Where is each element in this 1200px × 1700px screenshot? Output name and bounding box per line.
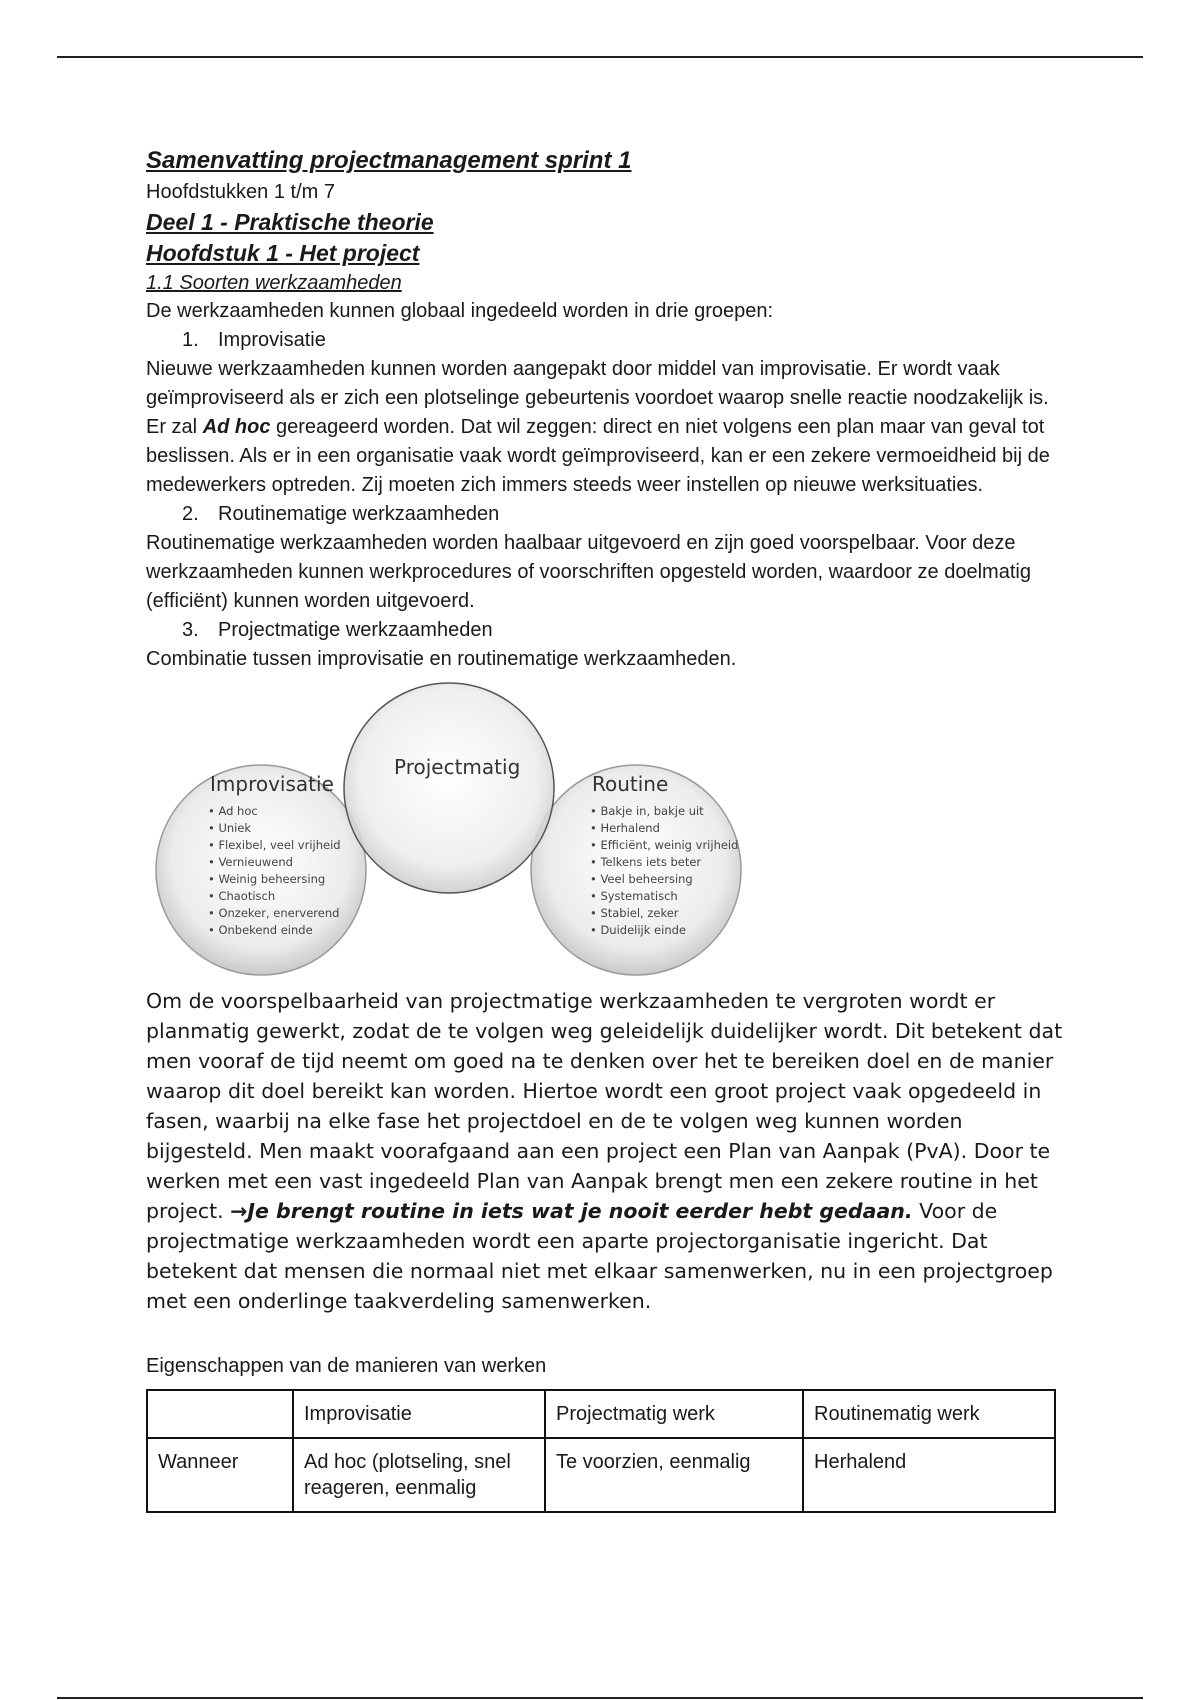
routine-bullet: • Stabiel, zeker <box>590 906 679 920</box>
improvisatie-bullet: • Onbekend einde <box>208 923 313 937</box>
routine-bullet: • Herhalend <box>590 821 660 835</box>
routine-circle <box>531 765 741 975</box>
section-heading: 1.1 Soorten werkzaamheden <box>146 272 402 294</box>
routine-paragraph: Routinematige werkzaamheden worden haalbaar uitgevoerd en zijn goed voorspelbaar. Voor deze werkzaamheden kunnen werkprocedures of voorschriften opgesteld worden, waardoor ze doelmatig (efficiënt) kunnen worden uitgevoerd. <box>146 532 1031 612</box>
list-item-projectmatig <box>146 616 1066 645</box>
table-header-cell: Improvisatie <box>293 1390 545 1438</box>
intro-text: De werkzaamheden kunnen globaal ingedeeld worden in drie groepen: <box>146 300 774 322</box>
list-label: Improvisatie <box>218 329 326 351</box>
list-item-routine <box>146 500 1066 529</box>
properties-table <box>146 1389 1056 1513</box>
table-header-cell <box>147 1390 293 1438</box>
header-rule <box>57 56 1143 58</box>
list-label: Routinematige werkzaamheden <box>218 503 500 525</box>
document-subtitle: Hoofdstukken 1 t/m 7 <box>146 181 335 203</box>
routine-bullet: • Systematisch <box>590 889 678 903</box>
improvisatie-bullet: • Vernieuwend <box>208 855 293 869</box>
routine-emphasis: →Je brengt routine in iets wat je nooit eerder hebt gedaan. <box>230 1199 913 1223</box>
improvisatie-bullet: • Flexibel, veel vrijheid <box>208 838 341 852</box>
improvisatie-bullet: • Chaotisch <box>208 889 276 903</box>
planning-paragraph: Om de voorspelbaarheid van projectmatige werkzaamheden te vergroten wordt er planmatig gewerkt, zodat de te volgen weg geleidelijk duidelijker wordt. Dit betekent dat men vooraf de tijd neemt om goed na te denken over het te bereiken doel en de manier waarop dit doel bereikt kan worden. Hiertoe wordt een groot project vaak opgedeeld in fasen, waarbij na elke fase het projectdoel en de te volgen weg kunnen worden bijgesteld. Men maakt voorafgaand aan een project een Plan van Aanpak (PvA). Door te werken met een vast ingedeeld Plan van Aanpak brengt men een zekere routine in het project. →Je brengt routine in iets wat je nooit eerder hebt gedaan. Voor de projectmatige werkzaamheden wordt een aparte projectorganisatie ingericht. Dat betekent dat mensen die normaal niet met elkaar samenwerken, nu in een projectgroep met een onderlinge taakverdeling samenwerken. <box>146 989 1063 1313</box>
list-item-improvisatie <box>146 326 1066 355</box>
improvisatie-label: Improvisatie <box>210 772 334 796</box>
chapter-heading: Hoofdstuk 1 - Het project <box>146 240 420 266</box>
table-cell: Herhalend <box>803 1438 1055 1512</box>
footer-rule <box>57 1697 1143 1699</box>
table-header-cell: Projectmatig werk <box>545 1390 803 1438</box>
improvisatie-paragraph: Nieuwe werkzaamheden kunnen worden aangepakt door middel van improvisatie. Er wordt vaak geïmproviseerd als er zich een plotselinge gebeurtenis voordoet waarop snelle reactie noodzakelijk is. Er zal Ad hoc gereageerd worden. Dat wil zeggen: direct en niet volgens een plan maar van geval tot beslissen. Als er in een organisatie vaak wordt geïmproviseerd, kan er een zekere vermoeidheid bij de medewerkers optreden. Zij moeten zich immers steeds weer instellen op nieuwe werksituaties. <box>146 358 1050 496</box>
document-title: Samenvatting projectmanagement sprint 1 <box>146 147 632 174</box>
document-body <box>146 144 1066 1513</box>
projectmatig-circle <box>344 683 554 893</box>
ad-hoc-term: Ad hoc <box>202 416 271 438</box>
improvisatie-bullet: • Weinig beheersing <box>208 872 326 886</box>
routine-bullet: • Bakje in, bakje uit <box>590 804 704 818</box>
projectmatig-label: Projectmatig <box>394 755 521 779</box>
list-number: 3. <box>182 619 199 641</box>
improvisatie-bullet: • Ad hoc <box>208 804 258 818</box>
work-types-venn-diagram <box>146 680 761 980</box>
table-header-row <box>147 1390 1055 1438</box>
improvisatie-bullet: • Uniek <box>208 821 252 835</box>
part-heading: Deel 1 - Praktische theorie <box>146 209 434 235</box>
table-cell: Ad hoc (plotseling, snel reageren, eenmalig <box>293 1438 545 1512</box>
table-header-cell: Routinematig werk <box>803 1390 1055 1438</box>
table-cell: Wanneer <box>147 1438 293 1512</box>
routine-bullet: • Veel beheersing <box>590 872 693 886</box>
routine-bullet: • Efficiënt, weinig vrijheid <box>590 838 739 852</box>
table-cell: Te voorzien, eenmalig <box>545 1438 803 1512</box>
routine-bullet: • Duidelijk einde <box>590 923 686 937</box>
table-caption: Eigenschappen van de manieren van werken <box>146 1355 547 1377</box>
routine-label: Routine <box>592 772 669 796</box>
routine-bullet: • Telkens iets beter <box>590 855 702 869</box>
projectmatig-paragraph: Combinatie tussen improvisatie en routinematige werkzaamheden. <box>146 648 737 670</box>
list-number: 1. <box>182 329 199 351</box>
list-label: Projectmatige werkzaamheden <box>218 619 493 641</box>
table-row <box>147 1438 1055 1512</box>
improvisatie-bullet: • Onzeker, enerverend <box>208 906 340 920</box>
improvisatie-circle <box>156 765 366 975</box>
list-number: 2. <box>182 503 199 525</box>
